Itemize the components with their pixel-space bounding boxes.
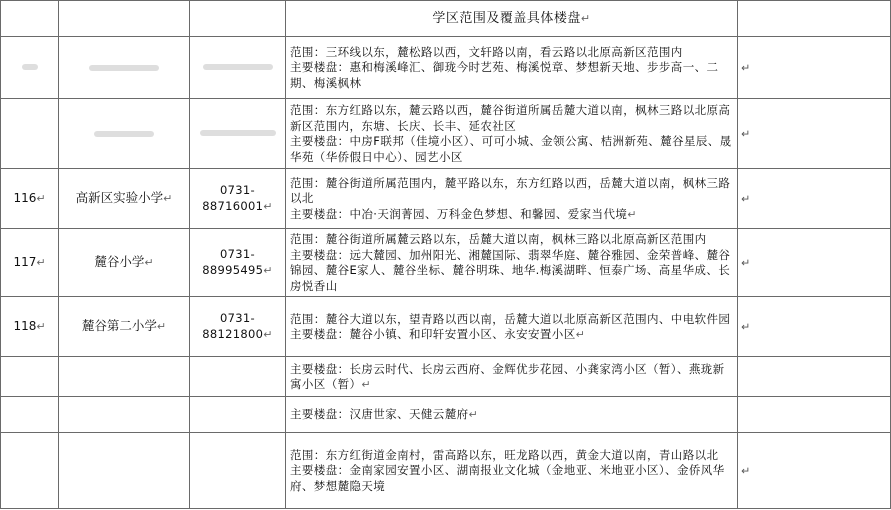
row-number — [1, 433, 59, 509]
scope-cell — [286, 433, 738, 509]
school-phone: 0731-88716001↵ — [190, 169, 286, 229]
school-phone: 0731-88995495↵ — [190, 229, 286, 297]
school-name — [59, 397, 190, 433]
table-row — [1, 229, 891, 297]
table-row — [1, 169, 891, 229]
redacted-phone — [203, 64, 273, 70]
row-number: 116↵ — [1, 169, 59, 229]
school-phone — [190, 397, 286, 433]
paragraph-mark: ↵ — [741, 255, 751, 269]
header-cell-extra — [738, 1, 891, 37]
buildings-text: 主要楼盘：金南家园安置小区、湖南报业文化城（金地亚、米地亚小区）、金侨风华府、梦想麓隐天境 — [290, 463, 725, 493]
school-name: 麓谷小学↵ — [59, 229, 190, 297]
extra-cell — [738, 397, 891, 433]
scope-cell — [286, 357, 738, 397]
school-phone — [190, 37, 286, 99]
redacted-number — [22, 64, 38, 70]
extra-cell — [738, 37, 891, 99]
paragraph-mark: ↵ — [580, 11, 591, 25]
header-cell-school — [59, 1, 190, 37]
school-phone: 0731-88121800↵ — [190, 297, 286, 357]
extra-cell — [738, 229, 891, 297]
scope-text: 范围：东方红街道金南村，雷高路以东，旺龙路以西，黄金大道以南，青山路以北 — [290, 447, 719, 462]
buildings-text: 主要楼盘：惠和梅溪峰汇、御珑今时艺苑、梅溪悦章、梦想新天地、步步高一、二期、梅溪枫林 — [290, 60, 719, 90]
row-number: 117↵ — [1, 229, 59, 297]
school-name — [59, 433, 190, 509]
header-cell-number — [1, 1, 59, 37]
buildings-text: 主要楼盘：麓谷小镇、和印轩安置小区、永安安置小区↵ — [290, 327, 586, 341]
extra-cell — [738, 99, 891, 169]
table-row — [1, 357, 891, 397]
scope-text: 范围：东方红路以东，麓云路以西，麓谷街道所属岳麓大道以南，枫林三路以北原高新区范围内，东塘、长庆、长丰、延农社区 — [290, 103, 731, 133]
buildings-text: 主要楼盘：中冶·天润菁园、万科金色梦想、和馨园、爱家当代境↵ — [290, 206, 637, 221]
buildings-text: 主要楼盘：远大麓园、加州阳光、湘麓国际、翡翠华庭、麓谷雅园、金荣普峰、麓谷锦园、麓谷E家人、麓谷坐标、麓谷明珠、地华.梅溪湖畔、恒泰广场、高星华成、长房悦香山 — [290, 247, 731, 293]
table-row — [1, 433, 891, 509]
buildings-text: 主要楼盘：中房F联邦（佳境小区）、可可小城、金领公寓、桔洲新苑、麓谷星辰、晟华苑（华侨假日中心）、园艺小区 — [290, 134, 732, 164]
scope-text: 范围：麓谷街道所属范围内，麓平路以东，东方红路以西，岳麓大道以南，枫林三路以北 — [290, 175, 731, 206]
school-name: 麓谷第二小学↵ — [59, 297, 190, 357]
table-row — [1, 297, 891, 357]
row-number — [1, 99, 59, 169]
scope-text: 范围：三环线以东，麓松路以西，文轩路以南，看云路以北原高新区范围内 — [290, 44, 683, 59]
row-number: 118↵ — [1, 297, 59, 357]
extra-cell — [738, 357, 891, 397]
row-number — [1, 37, 59, 99]
row-number — [1, 397, 59, 433]
scope-text: 范围：麓谷街道所属麓云路以东，岳麓大道以南，枫林三路以北原高新区范围内 — [290, 232, 707, 246]
redacted-school-name — [94, 131, 154, 137]
table-header-row — [1, 1, 891, 37]
header-title: 学区范围及覆盖具体楼盘 — [432, 10, 581, 26]
table-row — [1, 37, 891, 99]
table-row — [1, 99, 891, 169]
paragraph-mark: ↵ — [741, 126, 751, 140]
school-name — [59, 357, 190, 397]
scope-cell — [286, 397, 738, 433]
school-name: 高新区实验小学↵ — [59, 169, 190, 229]
extra-cell — [738, 433, 891, 509]
table-row — [1, 397, 891, 433]
school-name — [59, 99, 190, 169]
buildings-text: 主要楼盘：汉唐世家、天健云麓府↵ — [290, 407, 479, 422]
scope-text: 范围：麓谷大道以东，望青路以西以南，岳麓大道以北原高新区范围内、中电软件园 — [290, 311, 731, 326]
paragraph-mark: ↵ — [741, 463, 751, 477]
extra-cell — [738, 297, 891, 357]
header-cell-phone — [190, 1, 286, 37]
paragraph-mark: ↵ — [741, 191, 751, 205]
redacted-school-name — [89, 65, 159, 71]
school-phone — [190, 357, 286, 397]
paragraph-mark: ↵ — [741, 60, 751, 74]
buildings-text: 主要楼盘：长房云时代、长房云西府、金辉优步花园、小龚家湾小区（暂）、燕珑新寓小区（暂）↵ — [290, 361, 725, 391]
scope-cell — [286, 99, 738, 169]
extra-cell — [738, 169, 891, 229]
scope-cell — [286, 229, 738, 297]
scope-cell — [286, 169, 738, 229]
school-phone — [190, 99, 286, 169]
scope-cell — [286, 297, 738, 357]
paragraph-mark: ↵ — [741, 319, 751, 333]
redacted-phone — [200, 130, 276, 136]
row-number — [1, 357, 59, 397]
header-cell-scope — [286, 1, 738, 37]
scope-cell — [286, 37, 738, 99]
school-phone — [190, 433, 286, 509]
school-name — [59, 37, 190, 99]
